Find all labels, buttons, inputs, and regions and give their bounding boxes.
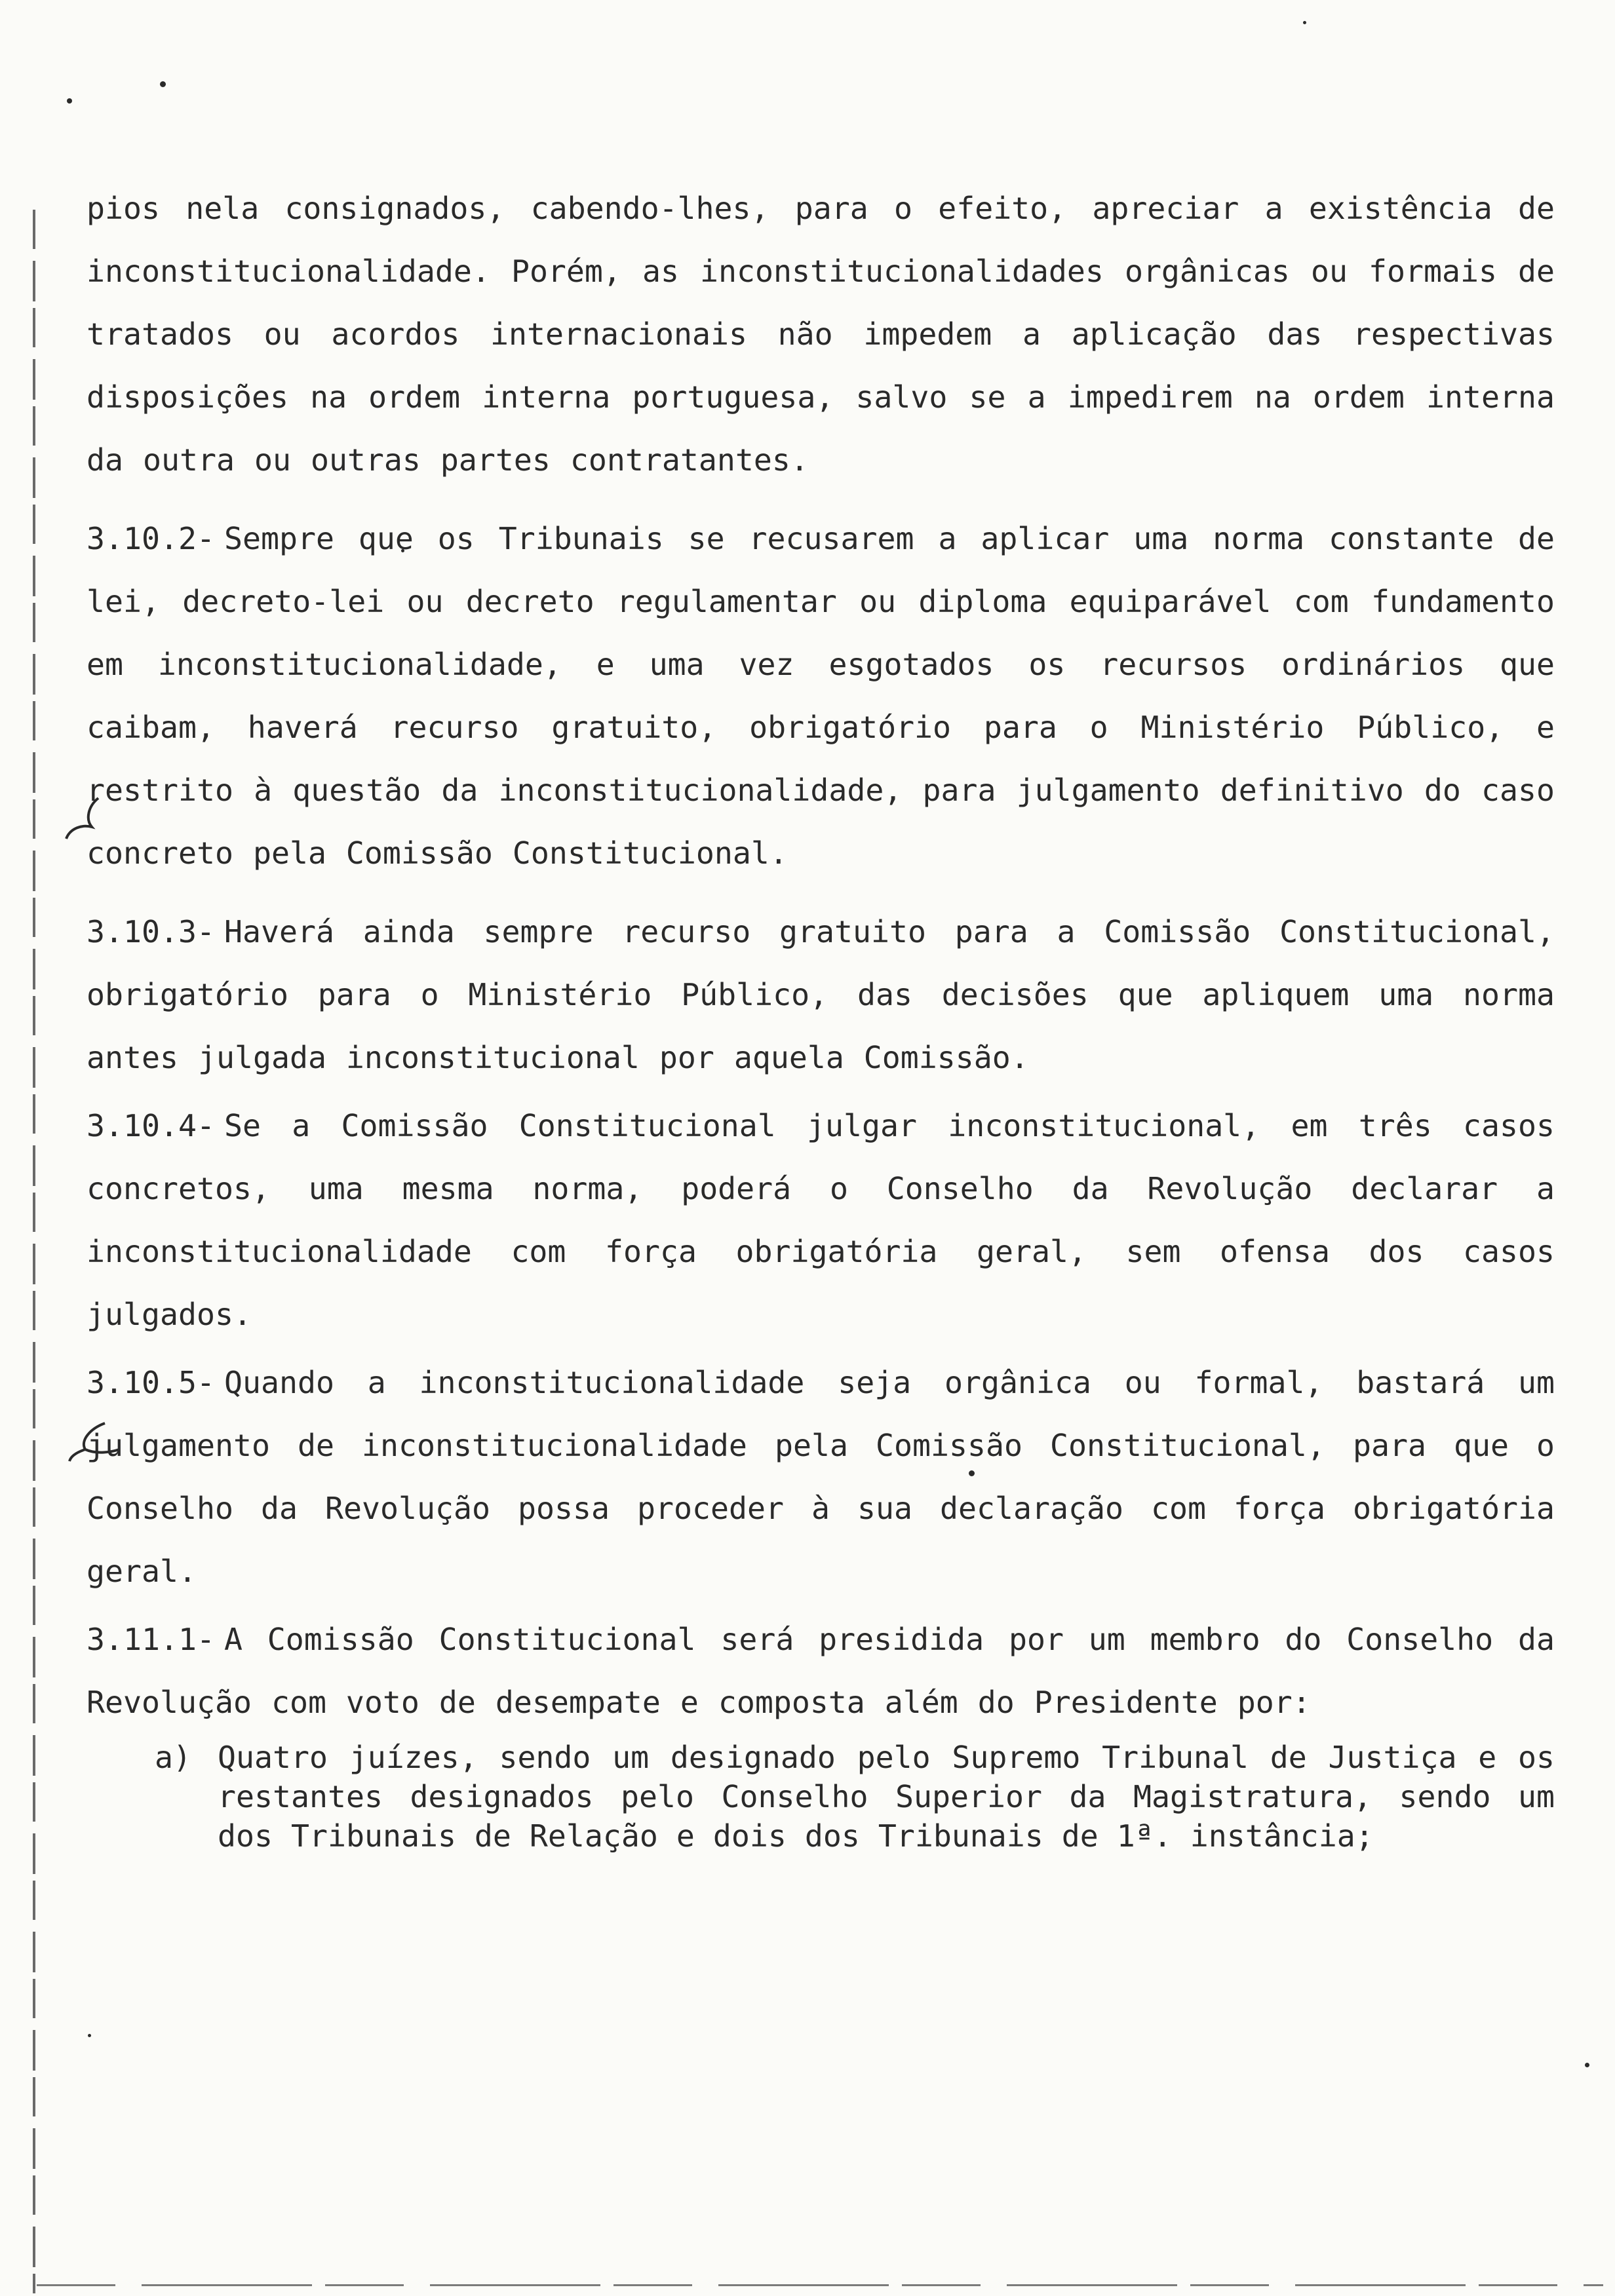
paragraph [87,1608,1555,1734]
paragraph [87,507,1555,885]
paragraph-text: Haverá ainda sempre recurso gratuito para a Comissão Constitucional, obrigatório para o Ministério Público, das decisões que apliquem uma norma antes julgada inconstitucional por aquela Comissão. [87,914,1555,1075]
document-body [87,177,1555,1856]
list-item-text: Quatro juízes, sendo um designado pelo Supremo Tribunal de Justiça e os restantes designados pelo Conselho Superior da Magistratura, sendo um dos Tribunais de Relação e dois dos Tribunais de 1ª. instância; [218,1740,1555,1854]
paragraph-text: Sempre que os Tribunais se recusarem a aplicar uma norma constante de lei, decreto-lei ou decreto regulamentar ou diploma equiparável com fundamento em inconstitucionalidade, e uma vez esgotados os recursos ordinários que caibam, haverá recurso gratuito, obrigatório para o Ministério Público, e restrito à questão da inconstitucionalidade, para julgamento definitivo do caso concreto pela Comissão Constitucional. [87,521,1555,871]
paragraph-text: A Comissão Constitucional será presidida por um membro do Conselho da Revolução com voto de desempate e composta além do Presidente por: [87,1622,1555,1720]
paragraph [87,900,1555,1089]
speck [160,81,166,87]
paragraph-text: pios nela consignados, cabendo-lhes, para o efeito, apreciar a existência de inconstitucionalidade. Porém, as inconstitucionalidades orgânicas ou formais de tratados ou acordos internacionais não impedem a aplicação das respectivas disposições na ordem interna portuguesa, salvo se a impedirem na ordem interna da outra ou outras partes contratantes. [87,191,1555,478]
clause-number: 3.10.4- [87,1108,215,1143]
speck [1585,2063,1589,2067]
list-item-label: a) [155,1740,191,1775]
paragraph-text: Se a Comissão Constitucional julgar inconstitucional, em três casos concretos, uma mesma norma, poderá o Conselho da Revolução declarar a inconstitucionalidade com força obrigatória geral, sem ofensa dos casos julgados. [87,1108,1555,1332]
clause-number: 3.10.5- [87,1365,215,1400]
speck [67,98,72,104]
bottom-edge-rule [37,2284,1603,2286]
left-margin-rule [33,210,35,2293]
speck [88,2034,91,2037]
speck [1303,21,1306,24]
paragraph [87,177,1555,491]
paragraph [87,1351,1555,1603]
list-item [155,1738,1555,1856]
clause-number: 3.10.2- [87,521,215,556]
paragraph [87,1094,1555,1346]
paragraph-text: Quando a inconstitucionalidade seja orgânica ou formal, bastará um julgamento de inconstitucionalidade pela Comissão Constitucional, para que o Conselho da Revolução possa proceder à sua declaração com força obrigatória geral. [87,1365,1555,1589]
clause-number: 3.10.3- [87,914,215,949]
clause-number: 3.11.1- [87,1622,215,1657]
